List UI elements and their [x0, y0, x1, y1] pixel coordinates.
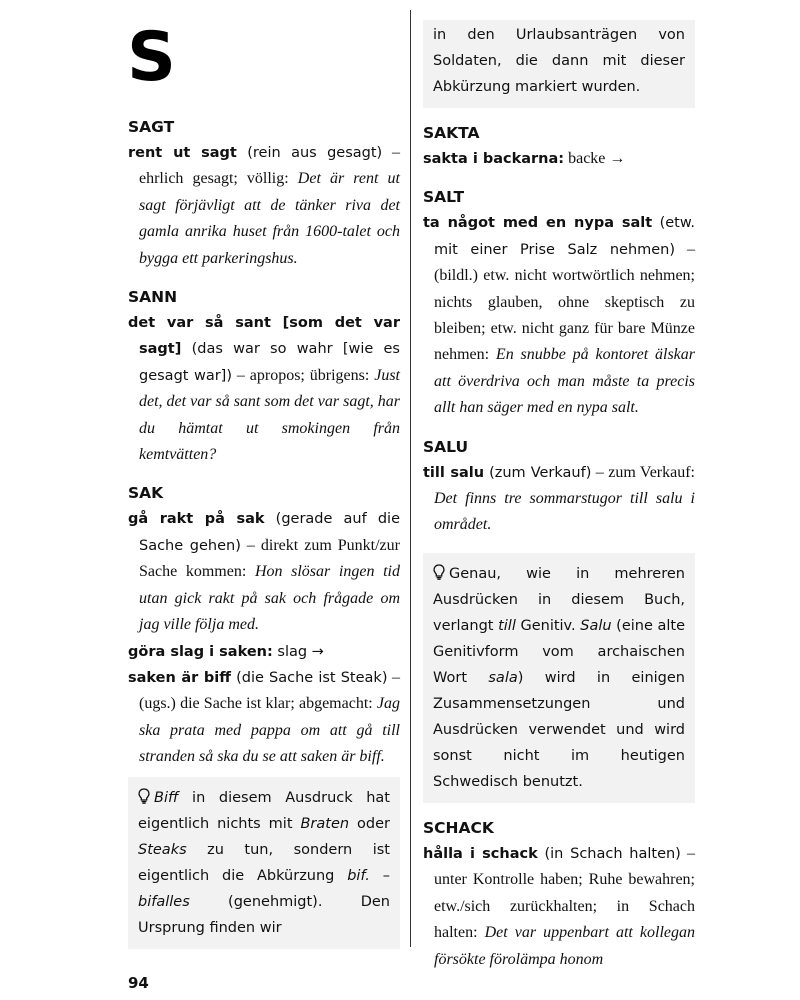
- entry-example: Det finns tre sommarstugor till salu i området.: [434, 490, 695, 534]
- note-word: Biff: [154, 789, 179, 806]
- entry-halla-i-schack: [423, 841, 695, 973]
- entry-gloss: (das war so wahr [wie es gesagt war]): [139, 341, 400, 384]
- entry-translation: – zum Verkauf:: [591, 463, 695, 481]
- entry-term: det var så sant [som det var sagt]: [128, 315, 400, 358]
- note-word: Braten: [300, 815, 350, 832]
- note-word: bif.: [347, 867, 370, 884]
- entry-sakta-i-backarna: [423, 146, 695, 172]
- headword-sak: SAK: [128, 484, 164, 503]
- entry-translation: – apropos; übrigens:: [231, 366, 375, 384]
- entry-rent-ut-sagt: [128, 140, 400, 272]
- note-word: bifalles: [138, 893, 190, 910]
- entry-gloss: (zum Verkauf): [484, 464, 592, 481]
- entry-term: saken är biff: [128, 669, 231, 686]
- entry-example: Just det, det var så sant som det var sagt, har du hämtat ut smokingen från kemtvätten?: [139, 366, 400, 464]
- entry-till-salu: [423, 460, 695, 539]
- entry-saken-ar-biff: [128, 665, 400, 771]
- entry-example: Jag ska prata med pappa om att gå till stranden så ska du se att saken är biff.: [139, 695, 400, 766]
- entry-gloss: (in Schach halten): [537, 845, 681, 862]
- entry-example: En snubbe på kontoret älskar att överdriva och man måste ta precis allt han säger med en nypa salt.: [434, 346, 696, 417]
- left-column: [128, 114, 400, 949]
- lightbulb-icon: [138, 788, 150, 804]
- note-text: oder: [349, 815, 390, 832]
- entry-det-var-sa-sant: [128, 310, 400, 468]
- entry-example: Det är rent ut sagt förjävligt att de tänker riva det gamla anrika huset från 1600-talet och bygga ett parkeringshus.: [139, 170, 400, 267]
- note-word: sala: [488, 669, 518, 686]
- entry-term: rent ut sagt: [128, 145, 237, 161]
- entry-translation: – unter Kontrolle haben; Ruhe bewahren; etw./sich zurückhalten; in Schach halten:: [434, 844, 695, 942]
- section-letter: S: [127, 18, 176, 97]
- note-text: (eine alte Genitivform vom archaischen Wort: [433, 617, 686, 686]
- entry-example: Det var uppenbart att kollegan försökte förolämpa honom: [434, 924, 695, 968]
- note-text: (genehmigt). Den Ursprung finden wir: [138, 893, 390, 936]
- column-divider: [410, 10, 411, 947]
- note-word: till: [498, 617, 516, 634]
- cross-reference: slag →: [272, 643, 324, 660]
- entry-term: göra slag i saken:: [128, 643, 273, 660]
- entry-term: ta något med en nypa salt: [423, 215, 653, 232]
- page-number: 94: [128, 974, 149, 992]
- entry-ga-rakt-pa-sak: [128, 506, 400, 638]
- note-box-salu: [423, 553, 695, 803]
- entry-term: gå rakt på sak: [128, 511, 265, 528]
- headword-sann: SANN: [128, 288, 178, 307]
- entry-translation: – direkt zum Punkt/zur Sache kommen:: [139, 536, 400, 581]
- right-column: [423, 20, 695, 973]
- entry-gloss: (rein aus gesagt): [236, 145, 383, 161]
- lightbulb-icon: [433, 564, 445, 580]
- entry-gloss: (etw. mit einer Prise Salz nehmen): [434, 215, 695, 258]
- headword-sakta: SAKTA: [423, 124, 480, 142]
- entry-gora-slag-i-saken: [128, 639, 400, 665]
- entry-translation: – ehrlich gesagt; völlig:: [139, 144, 400, 188]
- entry-gloss: (die Sache ist Steak): [230, 669, 388, 686]
- entry-term: hålla i schack: [423, 845, 538, 862]
- entry-term: sakta i backarna:: [423, 151, 565, 167]
- headword-schack: SCHACK: [423, 818, 494, 837]
- entry-translation: – (ugs.) die Sache ist klar; abgemacht:: [139, 668, 400, 713]
- note-box-continued: in den Urlaubsanträgen von Soldaten, die dann mit dieser Abkürzung markiert wurden.: [423, 20, 695, 108]
- headword-salt: SALT: [423, 188, 465, 207]
- entry-gloss: (gerade auf die Sache gehen): [139, 511, 400, 554]
- note-text: in diesem Ausdruck hat eigentlich nichts mit: [138, 789, 390, 832]
- note-text: zu tun, sondern ist eigentlich die Abkürzung: [138, 841, 390, 884]
- note-word: Salu: [580, 617, 612, 634]
- headword-salu: SALU: [423, 437, 469, 456]
- entry-ta-nagot-med-en-nypa-salt: [423, 210, 695, 421]
- cross-reference: backe →: [564, 150, 626, 167]
- note-box-biff: [128, 777, 400, 949]
- note-word: Steaks: [138, 841, 187, 858]
- note-text: ) wird in einigen Zusammensetzungen und Ausdrücken verwendet und wird sonst nicht im heutigen Schwedisch benutzt.: [433, 669, 685, 790]
- note-text: –: [369, 867, 390, 884]
- entry-translation: – (bildl.) etw. nicht wortwörtlich nehmen; nichts glauben, ohne skeptisch zu bleiben; etw. nicht ganz für bare Münze nehmen:: [434, 240, 695, 364]
- entry-example: Hon slösar ingen tid utan gick rakt på sak och frågade om jag ville följa med.: [139, 563, 400, 634]
- entry-term: till salu: [423, 464, 485, 481]
- note-text: Genau, wie in mehreren Ausdrücken in diesem Buch, verlangt: [433, 565, 685, 634]
- headword-sagt: SAGT: [128, 118, 175, 136]
- note-text: Genitiv.: [515, 617, 581, 634]
